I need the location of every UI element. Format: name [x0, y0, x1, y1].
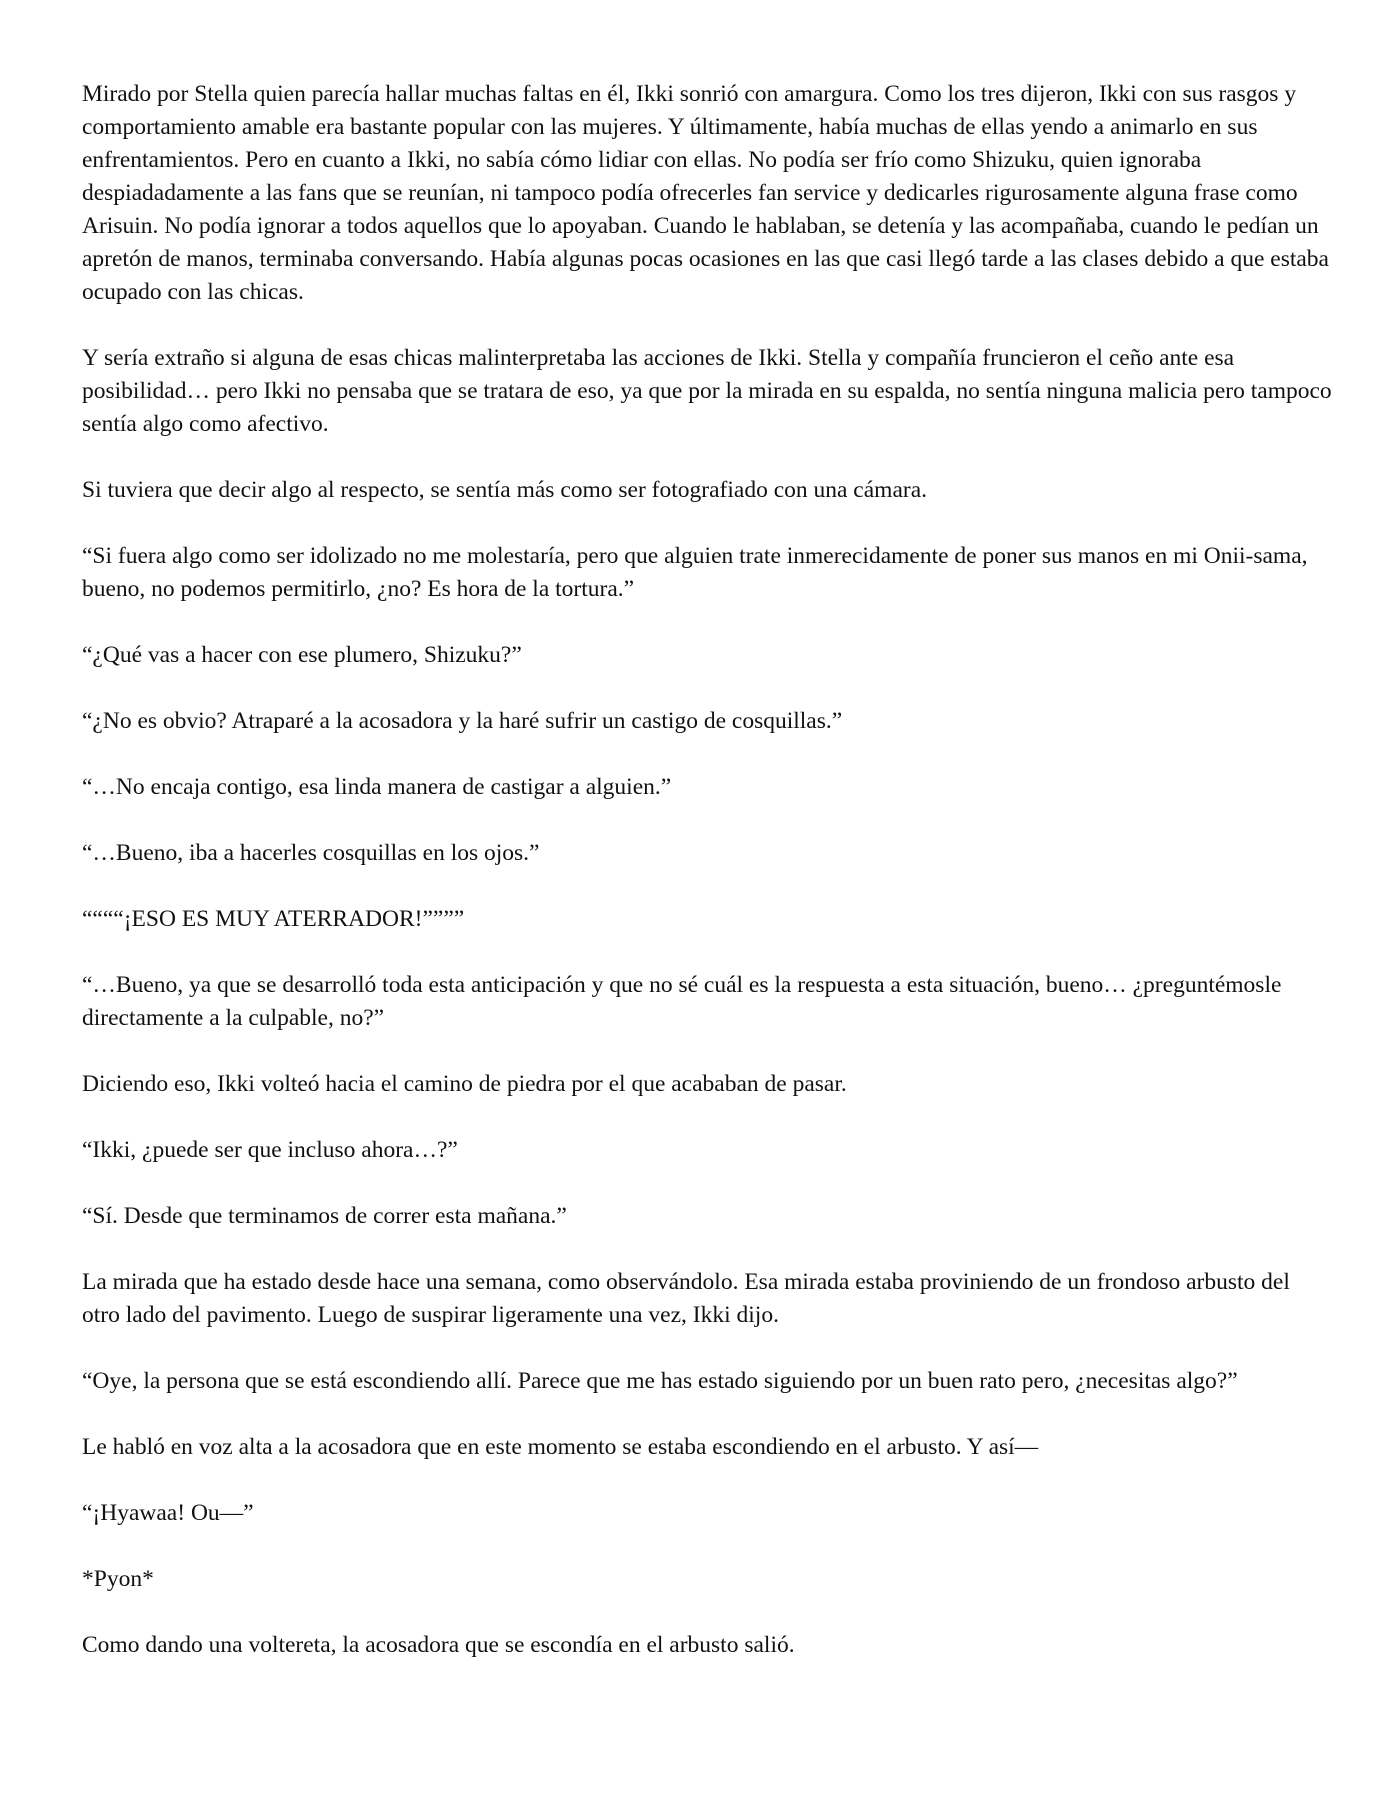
paragraph-volteo: Diciendo eso, Ikki volteó hacia el camino de piedra por el que acababan de pasar.	[82, 1071, 847, 1097]
paragraph-2: Y sería extraño si alguna de esas chicas malinterpretaba las acciones de Ikki. Stella y compañía fruncieron el ceño ante esa posibilidad… pero Ikki no pensaba que se tratara de eso, ya que por la mirada en su espalda, no sentía ninguna malicia pero tampoco sentía algo como afectivo.	[82, 345, 1332, 437]
paragraph-mirada: La mirada que ha estado desde hace una semana, como observándolo. Esa mirada estaba proviniendo de un frondoso arbusto del otro lado del pavimento. Luego de suspirar ligeramente una vez, Ikki dijo.	[82, 1269, 1290, 1328]
dialogue-ojos: “…Bueno, iba a hacerles cosquillas en los ojos.”	[82, 840, 540, 866]
dialogue-plumero: “¿Qué vas a hacer con ese plumero, Shizuku?”	[82, 642, 522, 668]
dialogue-oye: “Oye, la persona que se está escondiendo allí. Parece que me has estado siguiendo por un buen rato pero, ¿necesitas algo?”	[82, 1368, 1238, 1394]
paragraph-hablo: Le habló en voz alta a la acosadora que en este momento se estaba escondiendo en el arbusto. Y así—	[82, 1434, 1039, 1460]
dialogue-desde-manana: “Sí. Desde que terminamos de correr esta mañana.”	[82, 1203, 567, 1229]
sound-effect-pyon: *Pyon*	[82, 1566, 154, 1592]
paragraph-3: Si tuviera que decir algo al respecto, se sentía más como ser fotografiado con una cámara.	[82, 477, 928, 503]
dialogue-incluso-ahora: “Ikki, ¿puede ser que incluso ahora…?”	[82, 1137, 458, 1163]
dialogue-cosquillas: “¿No es obvio? Atraparé a la acosadora y la haré sufrir un castigo de cosquillas.”	[82, 708, 843, 734]
document-page	[82, 78, 1332, 1695]
paragraph-1: Mirado por Stella quien parecía hallar muchas faltas en él, Ikki sonrió con amargura. Como los tres dijeron, Ikki con sus rasgos y comportamiento amable era bastante popular con las mujeres. Y últimamente, había muchas de ellas yendo a animarlo en sus enfrentamientos. Pero en cuanto a Ikki, no sabía cómo lidiar con ellas. No podía ser frío como Shizuku, quien ignoraba despiadadamente a las fans que se reunían, ni tampoco podía ofrecerles fan service y dedicarles rigurosamente alguna frase como Arisuin. No podía ignorar a todos aquellos que lo apoyaban. Cuando le hablaban, se detenía y las acompañaba, cuando le pedían un apretón de manos, terminaba conversando. Había algunas pocas ocasiones en las que casi llegó tarde a las clases debido a que estaba ocupado con las chicas.	[82, 81, 1329, 305]
dialogue-culpable: “…Bueno, ya que se desarrolló toda esta anticipación y que no sé cuál es la respuesta a esta situación, bueno… ¿preguntémosle directamente a la culpable, no?”	[82, 972, 1282, 1031]
paragraph-voltereta: Como dando una voltereta, la acosadora que se escondía en el arbusto salió.	[82, 1632, 795, 1658]
dialogue-no-encaja: “…No encaja contigo, esa linda manera de castigar a alguien.”	[82, 774, 672, 800]
dialogue-shizuku-torture: “Si fuera algo como ser idolizado no me molestaría, pero que alguien trate inmerecidamente de poner sus manos en mi Onii-sama, bueno, no podemos permitirlo, ¿no? Es hora de la tortura.”	[82, 543, 1308, 602]
dialogue-aterrador: ““““¡ESO ES MUY ATERRADOR!””””	[82, 906, 465, 932]
dialogue-hyawaa: “¡Hyawaa! Ou—”	[82, 1500, 254, 1526]
